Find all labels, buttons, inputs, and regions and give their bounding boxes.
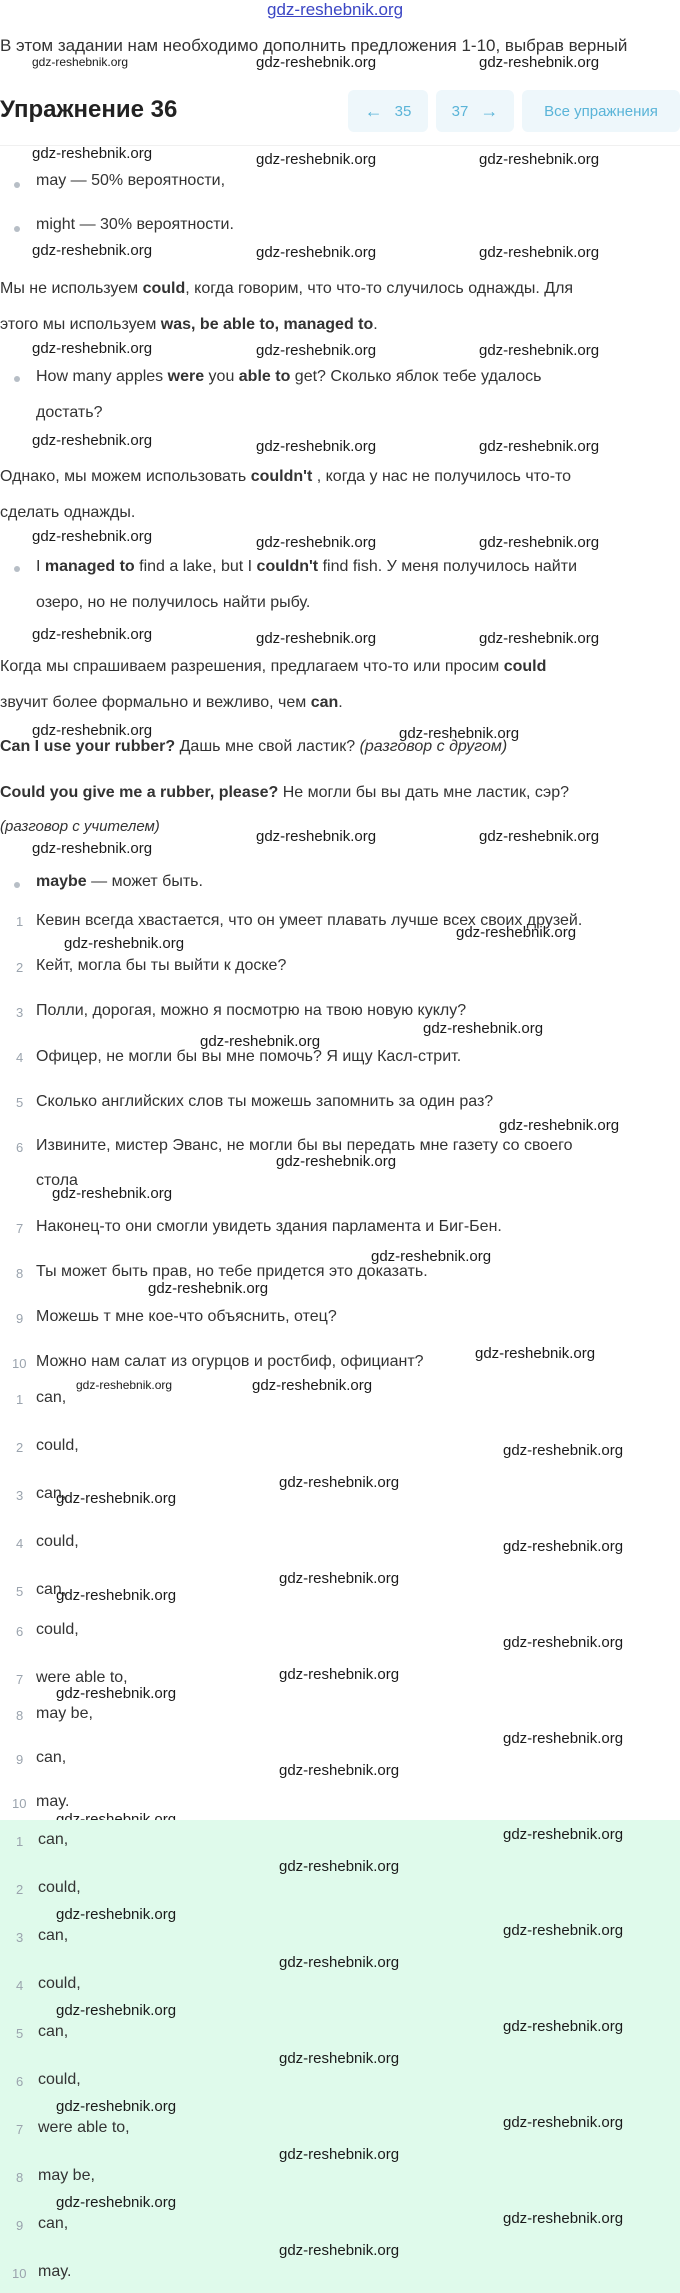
watermark: gdz-reshebnik.org [503,1826,624,1843]
watermark: gdz-reshebnik.org [56,2098,177,2115]
answer-number: 8 [16,2170,24,2185]
bullet-dot [14,882,20,888]
watermark: gdz-reshebnik.org [503,2114,624,2131]
watermark: gdz-reshebnik.org [279,1858,400,1875]
watermark: gdz-reshebnik.org [503,1730,624,1747]
sentence-number: 5 [16,1095,24,1110]
answer-number: 5 [16,2026,24,2041]
sentence-item: Извините, мистер Эванс, не могли бы вы передать мне газету со своего [36,1137,573,1154]
next-exercise-button[interactable] [436,90,514,132]
watermark: gdz-reshebnik.org [503,2018,624,2035]
theory-might: might — 30% вероятности. [36,216,234,233]
answer-number: 9 [16,2218,24,2233]
answer-number: 9 [16,1752,24,1767]
watermark: gdz-reshebnik.org [56,1490,177,1507]
watermark: gdz-reshebnik.org [479,828,600,845]
theory-paragraph: сделать однажды. [0,504,136,521]
answer-item: could, [36,1533,79,1550]
watermark: gdz-reshebnik.org [503,1922,624,1939]
watermark: gdz-reshebnik.org [148,1280,269,1297]
watermark: gdz-reshebnik.org [32,55,129,69]
watermark: gdz-reshebnik.org [256,438,377,455]
prev-exercise-label: 35 [394,102,412,120]
watermark: gdz-reshebnik.org [479,244,600,261]
watermark: gdz-reshebnik.org [503,1442,624,1459]
sentence-number: 10 [12,1356,27,1371]
sentence-number: 1 [16,914,24,929]
sentence-item: стола [36,1172,78,1189]
answer-number: 10 [12,1796,27,1811]
watermark: gdz-reshebnik.org [279,2050,400,2067]
answer-item: can, [36,1581,67,1598]
watermark: gdz-reshebnik.org [256,534,377,551]
watermark: gdz-reshebnik.org [76,1378,173,1392]
answer-number: 2 [16,1440,24,1455]
answer-number: 6 [16,2074,24,2089]
answer-item: can, [38,2023,69,2040]
answer-number: 1 [16,1834,24,1849]
sentence-number: 9 [16,1311,24,1326]
answer-item: were able to, [38,2119,130,2136]
exercise-header [0,78,680,146]
watermark: gdz-reshebnik.org [256,342,377,359]
watermark: gdz-reshebnik.org [399,725,520,742]
all-exercises-label: Все упражнения [544,102,658,120]
watermark: gdz-reshebnik.org [423,1020,544,1037]
watermark: gdz-reshebnik.org [56,1587,177,1604]
sentence-number: 2 [16,960,24,975]
watermark: gdz-reshebnik.org [371,1248,492,1265]
bullet-dot [14,376,20,382]
sentence-item: Ты может быть прав, но тебе придется это доказать. [36,1263,428,1280]
watermark: gdz-reshebnik.org [503,1634,624,1651]
watermark: gdz-reshebnik.org [479,438,600,455]
answer-number: 2 [16,1882,24,1897]
watermark: gdz-reshebnik.org [32,340,153,357]
watermark: gdz-reshebnik.org [479,630,600,647]
answer-item: may. [36,1793,70,1810]
sentence-item: Кейт, могла бы ты выйти к доске? [36,957,287,974]
watermark: gdz-reshebnik.org [256,828,377,845]
theory-maybe: maybe — может быть. [36,873,203,890]
watermark: gdz-reshebnik.org [256,630,377,647]
theory-paragraph: Мы не используем could, когда говорим, что что-то случилось однажды. Для [0,280,574,297]
watermark: gdz-reshebnik.org [479,534,600,551]
sentence-number: 4 [16,1050,24,1065]
watermark: gdz-reshebnik.org [64,935,185,952]
watermark: gdz-reshebnik.org [52,1185,173,1202]
sentence-item: Наконец-то они смогли увидеть здания парламента и Биг-Бен. [36,1218,502,1235]
watermark: gdz-reshebnik.org [56,1906,177,1923]
answer-item: may be, [38,2167,95,2184]
watermark: gdz-reshebnik.org [279,1474,400,1491]
answer-number: 7 [16,1672,24,1687]
theory-example: Can I use your rubber? Дашь мне свой ластик? (разговор с другом) [0,738,508,755]
watermark: gdz-reshebnik.org [276,1153,397,1170]
answer-number: 3 [16,1930,24,1945]
answer-number: 1 [16,1392,24,1407]
answer-item: may be, [36,1705,93,1722]
answer-number: 10 [12,2266,27,2281]
sentence-item: Можно нам салат из огурцов и ростбиф, официант? [36,1353,424,1370]
prev-exercise-button[interactable] [348,90,428,132]
watermark: gdz-reshebnik.org [56,2002,177,2019]
answer-number: 6 [16,1624,24,1639]
watermark: gdz-reshebnik.org [56,2194,177,2211]
watermark: gdz-reshebnik.org [32,840,153,857]
bullet-dot [14,182,20,188]
watermark: gdz-reshebnik.org [32,626,153,643]
watermark: gdz-reshebnik.org [279,1954,400,1971]
watermark: gdz-reshebnik.org [32,722,153,739]
watermark: gdz-reshebnik.org [32,145,153,162]
answer-number: 5 [16,1584,24,1599]
answer-number: 7 [16,2122,24,2137]
theory-paragraph: Когда мы спрашиваем разрешения, предлагаем что-то или просим could [0,658,547,675]
theory-note: (разговор с учителем) [0,818,160,835]
watermark: gdz-reshebnik.org [503,2210,624,2227]
watermark: gdz-reshebnik.org [252,1377,373,1394]
sentence-item: Кевин всегда хвастается, что он умеет плавать лучше всех своих друзей. [36,912,583,929]
theory-example: How many apples were you able to get? Сколько яблок тебе удалось [36,368,542,385]
answer-item: can, [36,1749,67,1766]
watermark: gdz-reshebnik.org [279,1666,400,1683]
watermark: gdz-reshebnik.org [479,54,600,71]
watermark: gdz-reshebnik.org [279,1762,400,1779]
answer-item: may. [38,2263,72,2280]
answer-number: 3 [16,1488,24,1503]
watermark: gdz-reshebnik.org [279,2146,400,2163]
answer-item: were able to, [36,1669,128,1686]
theory-example: достать? [36,404,103,421]
watermark: gdz-reshebnik.org [32,432,153,449]
theory-paragraph: звучит более формально и вежливо, чем can. [0,694,343,711]
answer-number: 8 [16,1708,24,1723]
intro-text: В этом задании нам необходимо дополнить предложения 1-10, выбрав верный [0,36,628,55]
watermark: gdz-reshebnik.org [456,924,577,941]
answer-item: can, [38,1927,69,1944]
sentence-item: Можешь т мне кое-что объяснить, отец? [36,1308,337,1325]
watermark: gdz-reshebnik.org [279,1570,400,1587]
sentence-item: Сколько английских слов ты можешь запомнить за один раз? [36,1093,494,1110]
sentence-number: 8 [16,1266,24,1281]
watermark: gdz-reshebnik.org [32,242,153,259]
watermark: gdz-reshebnik.org [479,342,600,359]
sentence-number: 6 [16,1140,24,1155]
answer-item: could, [36,1437,79,1454]
arrow-right-icon: → [480,100,499,121]
watermark: gdz-reshebnik.org [56,1685,177,1702]
site-title-link[interactable]: gdz-reshebnik.org [267,0,404,19]
watermark: gdz-reshebnik.org [279,2242,400,2259]
theory-example: озеро, но не получилось найти рыбу. [36,594,311,611]
watermark: gdz-reshebnik.org [499,1117,620,1134]
watermark: gdz-reshebnik.org [32,528,153,545]
answer-item: could, [38,2071,81,2088]
theory-example: I managed to find a lake, but I couldn't find fish. У меня получилось найти [36,558,578,575]
next-exercise-label: 37 [451,102,469,120]
sentence-item: Полли, дорогая, можно я посмотрю на твою новую куклу? [36,1002,467,1019]
answer-item: can, [36,1485,67,1502]
answer-item: can, [38,2215,69,2232]
theory-may: may — 50% вероятности, [36,172,226,189]
arrow-left-icon: ← [364,100,383,121]
answer-item: can, [38,1831,69,1848]
sentence-number: 3 [16,1005,24,1020]
bullet-dot [14,226,20,232]
answer-item: could, [36,1621,79,1638]
watermark: gdz-reshebnik.org [256,244,377,261]
theory-paragraph: Однако, мы можем использовать couldn't , когда у нас не получилось что-то [0,468,572,485]
page-title: Упражнение 36 [0,96,178,123]
watermark: gdz-reshebnik.org [475,1345,596,1362]
sentence-item: Офицер, не могли бы вы мне помочь? Я ищу Касл-стрит. [36,1048,462,1065]
bullet-dot [14,566,20,572]
watermark: gdz-reshebnik.org [200,1033,321,1050]
theory-paragraph: этого мы используем was, be able to, managed to. [0,316,378,333]
theory-example: Could you give me a rubber, please? Не могли бы вы дать мне ластик, сэр? [0,784,569,801]
all-exercises-button[interactable] [522,90,680,132]
answer-item: could, [38,1879,81,1896]
answer-number: 4 [16,1978,24,1993]
watermark: gdz-reshebnik.org [503,1538,624,1555]
sentence-number: 7 [16,1221,24,1236]
answer-item: could, [38,1975,81,1992]
watermark: gdz-reshebnik.org [256,151,377,168]
watermark: gdz-reshebnik.org [479,151,600,168]
answer-item: can, [36,1389,67,1406]
watermark: gdz-reshebnik.org [256,54,377,71]
answer-number: 4 [16,1536,24,1551]
